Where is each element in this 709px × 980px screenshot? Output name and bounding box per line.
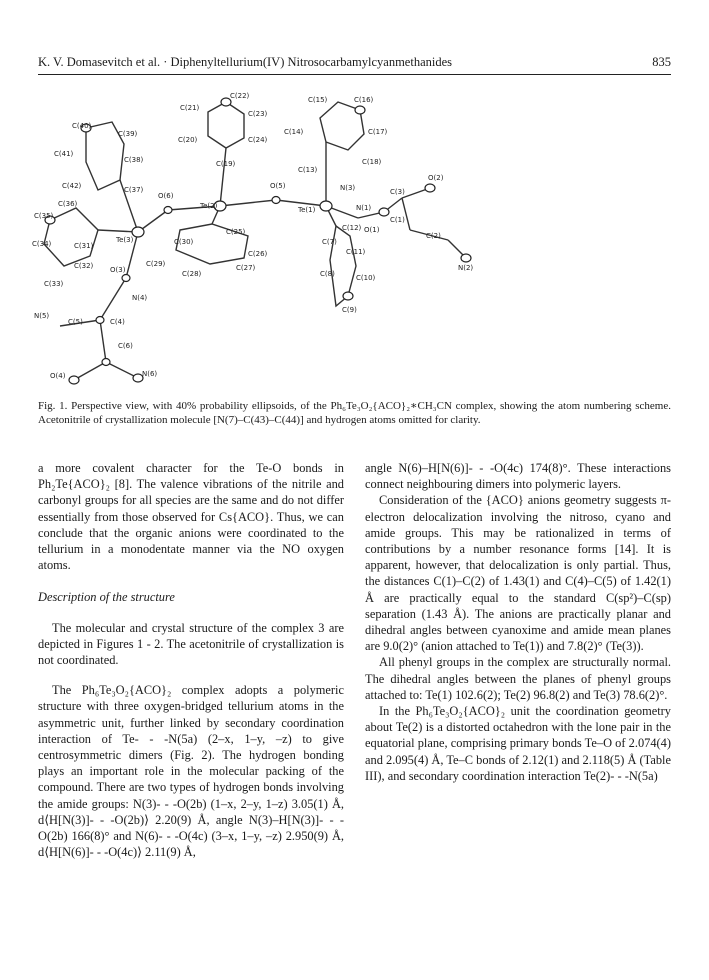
paragraph: The Ph₆Te₃O₂{ACO}₂ complex adopts a polymeric structure with three oxygen-bridged tellurium atoms in the asymmetric unit, further linked by secondary coordination interaction of Te- - -N(5a) (2–x, 1–y, –z) to give centrosymmetric dimers (Fig. 2). The hydrogen bonding plays an important role in the molecular packing of the compound. There are two types of hydrogen bonds involving the amide groups: N(3)- - -O(2b) (1–x, 2–y, 1–z) 3.05(1) Å, d⟨H[N(3)]- - -O(2b)⟩ 2.20(9) Å, angle N(3)–H[N(3)]- - -O(2b) 166(8)° and N(6)- - -O(4c) (3–x, 1–y, –z) 2.950(9) Å, d⟨H[N(6)]- - -O(4c)⟩ 2.11(9) Å,: [38, 683, 344, 860]
atom-label: C(26): [248, 250, 268, 258]
figure-caption: Fig. 1. Perspective view, with 40% probability ellipsoids, of the Ph₆Te₃O₂{ACO}₂∗CH₃CN complex, showing the atom numbering scheme. Acetonitrile of crystallization molecule [N(7)–C(43)–C(44)] and hydrogen atoms omitted for clarity.: [38, 400, 671, 426]
atom-label: O(3): [110, 266, 126, 274]
atom-label: N(4): [132, 294, 148, 302]
atom-label: O(2): [428, 174, 444, 182]
atom-label: C(34): [32, 240, 52, 248]
section-title: Description of the structure: [38, 590, 175, 605]
paragraph: angle N(6)–H[N(6)]- - -O(4c) 174(8)°. These interactions connect neighbouring dimers into polymeric layers.: [365, 461, 671, 492]
atom-label: N(5): [34, 312, 50, 320]
atom-label: C(6): [118, 342, 133, 350]
atom-label: C(23): [248, 110, 268, 118]
atom-label: C(29): [146, 260, 166, 268]
atom-label: O(1): [364, 226, 380, 234]
atom-label: C(41): [54, 150, 74, 158]
atom-label: C(22): [230, 92, 250, 100]
atom-label: N(2): [458, 264, 474, 272]
atom-label: C(33): [44, 280, 64, 288]
atom-label: C(40): [72, 122, 92, 130]
atom-labels: [32, 92, 473, 380]
atom-label: Te(1): [298, 206, 316, 214]
atom-label: C(37): [124, 186, 144, 194]
running-header: [38, 52, 671, 75]
left-column: [38, 460, 344, 860]
atom-label: C(12): [342, 224, 362, 232]
atom-label: C(39): [118, 130, 138, 138]
ortep-diagram: [30, 80, 650, 392]
atom-label: C(3): [390, 188, 405, 196]
atom-label: C(18): [362, 158, 382, 166]
atom-label: O(6): [158, 192, 174, 200]
atom-label: C(30): [174, 238, 194, 246]
atom-label: C(4): [110, 318, 125, 326]
atom-label: C(9): [342, 306, 357, 314]
atom-label: C(27): [236, 264, 256, 272]
atom-label: Te(3): [116, 236, 134, 244]
right-column: [365, 460, 671, 784]
atom-label: C(17): [368, 128, 388, 136]
atom-label: C(21): [180, 104, 200, 112]
atom-label: C(16): [354, 96, 374, 104]
atom-label: C(10): [356, 274, 376, 282]
paragraph: Consideration of the {ACO} anions geometry suggests π-electron delocalization involving the nitroso, cyano and amide groups. This may be rationalized in terms of contributions by a number resonance forms [14]. It is apparent, however, that delocalization is only partial. Thus, the distances C(1)–C(2) of 1.43(1) and C(4)–C(5) of 1.42(1) Å are practically equal to the standard C(sp²)–C(sp) separation (1.43 Å). The anions are practically planar and dihedral angles between cyanoxime and amide mean planes are 9.0(2)° (anion attached to Te(1)) and 7.8(2)° (Te(3)).: [365, 493, 671, 654]
atom-label: C(14): [284, 128, 304, 136]
atom-label: C(42): [62, 182, 82, 190]
atom-label: C(11): [346, 248, 366, 256]
atom-label: N(1): [356, 204, 372, 212]
atom-label: C(25): [226, 228, 246, 236]
atom-label: C(2): [426, 232, 441, 240]
page-number: 835: [652, 55, 671, 69]
atom-label: O(5): [270, 182, 286, 190]
atom-label: C(13): [298, 166, 318, 174]
atom-label: C(24): [248, 136, 268, 144]
paragraph: In the Ph₆Te₃O₂{ACO}₂ unit the coordination geometry about Te(2) is a distorted octahedron with the lone pair in the equatorial plane, comprising primary bonds Te–O of 2.074(4) and 2.095(4) Å, Te–C bonds of 2.12(1) and 2.118(5) Å (Table III), and secondary coordination interaction Te(2)- - -N(5a): [365, 704, 671, 783]
atom-label: C(19): [216, 160, 236, 168]
atom-label: C(8): [320, 270, 335, 278]
atom-label: C(20): [178, 136, 198, 144]
atom-label: Te(2): [200, 202, 218, 210]
atom-label: C(32): [74, 262, 94, 270]
atom-label: N(3): [340, 184, 356, 192]
atom-label: C(38): [124, 156, 144, 164]
paragraph: All phenyl groups in the complex are structurally normal. The dihedral angles between the planes of phenyl groups attached to: Te(1) 102.6(2); Te(2) 96.8(2) and Te(3) 78.6(2)°.: [365, 655, 671, 702]
atom-label: C(7): [322, 238, 337, 246]
molecular-structure-figure: [30, 80, 650, 392]
paragraph: a more covalent character for the Te-O bonds in Ph₂Te{ACO}₂ [8]. The valence vibrations of the nitrile and carbonyl groups for all species are the same and do not differ essentially from those observed for Cs{ACO}. Thus, we can conclude that the organic anions were coordinated to the tellurium in a monodentate manner via the NO oxygen atoms.: [38, 461, 344, 573]
atom-label: N(6): [142, 370, 158, 378]
running-title: K. V. Domasevitch et al. · Diphenyltellurium(IV) Nitrosocarbamylcyanmethanides: [38, 55, 453, 69]
atom-label: C(36): [58, 200, 78, 208]
paragraph: The molecular and crystal structure of the complex 3 are depicted in Figures 1 - 2. The acetonitrile of crystallization is not coordinated.: [38, 620, 344, 668]
atom-label: C(5): [68, 318, 83, 326]
atom-label: C(28): [182, 270, 202, 278]
atom-label: C(35): [34, 212, 54, 220]
atom-label: C(1): [390, 216, 405, 224]
atom-label: O(4): [50, 372, 66, 380]
atom-label: C(31): [74, 242, 94, 250]
atom-label: C(15): [308, 96, 328, 104]
